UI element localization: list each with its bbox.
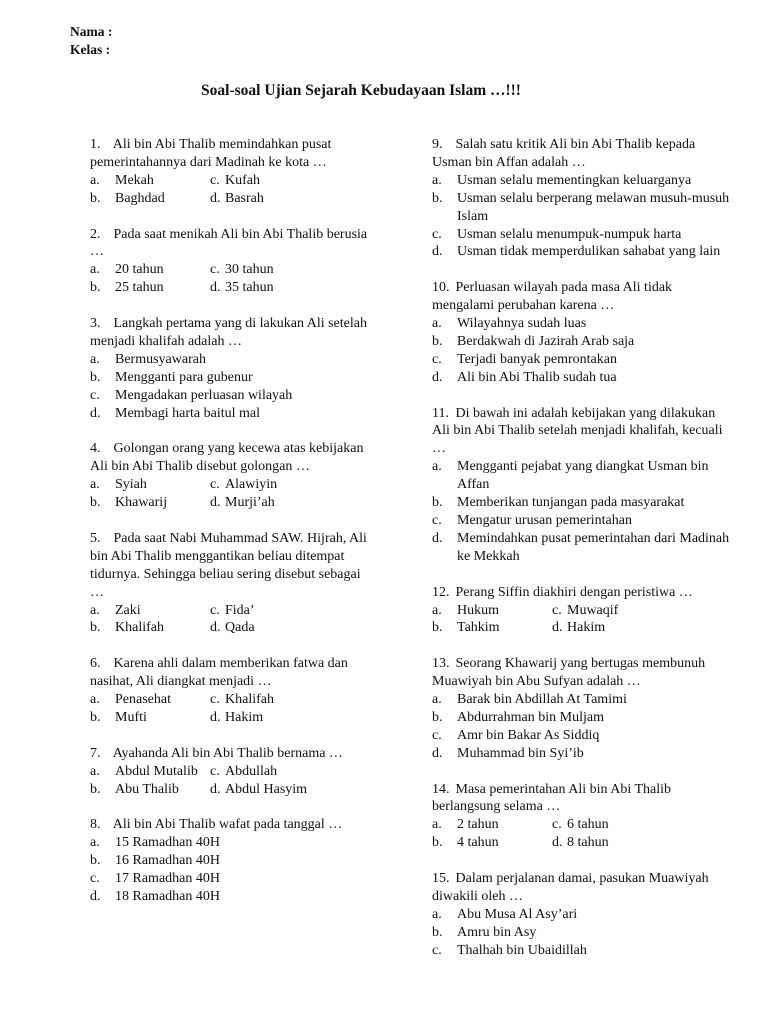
question: [432, 279, 732, 386]
answer-option: [90, 834, 375, 852]
question-body: Salah satu kritik Ali bin Abi Thalib kepada Usman bin Affan adalah …: [432, 137, 696, 170]
option-letter: a.: [90, 835, 100, 851]
option-text: Fida’: [225, 602, 255, 618]
option-text: Hakim: [567, 620, 606, 636]
option-letter: b.: [90, 369, 101, 385]
answer-option: [90, 691, 210, 709]
option-text: 35 tahun: [225, 280, 274, 296]
option-text: Murji’ah: [225, 495, 275, 511]
option-row: [90, 709, 375, 727]
option-letter: a.: [90, 351, 100, 367]
question: [432, 136, 732, 261]
option-letter: c.: [432, 351, 442, 367]
option-letter: b.: [90, 620, 101, 636]
option-text: Muwaqif: [567, 602, 619, 618]
question-text: [432, 405, 732, 459]
option-letter: c.: [90, 871, 100, 887]
question-text: [90, 136, 375, 172]
answer-option: [432, 942, 732, 960]
option-letter: c.: [210, 477, 220, 493]
option-text: Penasehat: [115, 692, 171, 708]
option-text: Khalifah: [225, 692, 274, 708]
option-text: Terjadi banyak pemrontakan: [457, 351, 617, 367]
question-number: 4.: [90, 441, 101, 457]
option-letter: c.: [432, 942, 442, 958]
question-number: 12.: [432, 584, 450, 600]
option-letter: d.: [210, 781, 221, 797]
left-column: [90, 136, 375, 924]
answer-option: [552, 816, 672, 834]
option-letter: c.: [552, 817, 562, 833]
option-text: 6 tahun: [567, 817, 609, 833]
option-text: Tahkim: [457, 620, 500, 636]
answer-option: [210, 279, 330, 297]
option-letter: d.: [90, 405, 101, 421]
option-letter: c.: [432, 513, 442, 528]
question-number: 13.: [432, 656, 450, 672]
answer-option: [90, 261, 210, 279]
answer-option: [210, 781, 330, 799]
option-text: Kufah: [225, 172, 260, 188]
question: [90, 530, 375, 637]
option-letter: c.: [210, 692, 220, 708]
option-text: Amru bin Asy: [457, 924, 537, 940]
question-number: 14.: [432, 781, 450, 797]
question: [432, 405, 732, 566]
option-text: 20 tahun: [115, 262, 164, 278]
answer-option: [90, 351, 375, 369]
option-letter: b.: [90, 853, 101, 869]
option-text: Khalifah: [115, 620, 164, 636]
answer-option: [432, 190, 732, 226]
option-letter: b.: [432, 835, 443, 851]
answer-option: [90, 870, 375, 888]
answer-option: [552, 602, 672, 620]
question-number: 3.: [90, 316, 101, 332]
question-body: Pada saat menikah Ali bin Abi Thalib berusia …: [90, 226, 368, 260]
option-text: Abdul Mutalib: [115, 763, 198, 779]
answer-option: [90, 852, 375, 870]
question-body: Langkah pertama yang di lakukan Ali setelah menjadi khalifah adalah …: [90, 316, 367, 349]
question-body: Karena ahli dalam memberikan fatwa dan nasihat, Ali diangkat menjadi …: [90, 656, 348, 690]
option-text: Mengganti para gubenur: [115, 369, 253, 385]
option-letter: d.: [552, 620, 563, 636]
option-text: Usman tidak memperdulikan sahabat yang lain: [457, 244, 721, 260]
option-row: [90, 172, 375, 190]
question-number: 11.: [432, 405, 449, 421]
option-row: [90, 476, 375, 494]
option-letter: b.: [90, 190, 101, 206]
option-text: Barak bin Abdillah At Tamimi: [457, 692, 627, 708]
option-letter: d.: [90, 888, 101, 904]
option-letter: b.: [432, 620, 443, 636]
option-text: Baghdad: [115, 190, 165, 206]
answer-option: [432, 727, 732, 745]
option-row: [432, 816, 732, 834]
option-letter: d.: [210, 620, 221, 636]
answer-option: [90, 172, 210, 190]
option-letter: d.: [432, 369, 443, 385]
question-body: Ayahanda Ali bin Abi Thalib bernama …: [112, 745, 343, 761]
answer-option: [90, 387, 375, 405]
question-number: 5.: [90, 530, 101, 546]
answer-option: [210, 602, 330, 620]
question-text: [432, 655, 732, 691]
option-row: [90, 279, 375, 297]
answer-option: [432, 602, 552, 620]
option-letter: c.: [210, 602, 220, 618]
question: [432, 781, 732, 853]
option-letter: d.: [552, 835, 563, 851]
option-letter: c.: [210, 763, 220, 779]
option-text: Hukum: [457, 602, 499, 618]
answer-option: [432, 369, 732, 387]
question: [90, 226, 375, 298]
question-body: Perluasan wilayah pada masa Ali tidak mengalami perubahan karena …: [432, 280, 673, 314]
option-text: Abdullah: [225, 763, 278, 779]
option-text: 2 tahun: [457, 817, 499, 833]
answer-option: [210, 476, 330, 494]
option-text: Mengatur urusan pemerintahan: [457, 513, 632, 528]
answer-option: [432, 226, 732, 244]
option-text: Membagi harta baitul mal: [115, 405, 261, 421]
option-row: [90, 619, 375, 637]
answer-option: [210, 494, 330, 512]
option-letter: b.: [90, 781, 101, 797]
option-letter: d.: [432, 745, 443, 761]
answer-option: [210, 172, 330, 190]
answer-option: [432, 530, 732, 566]
question-text: [90, 655, 375, 691]
answer-option: [432, 351, 732, 369]
question: [90, 136, 375, 208]
option-letter: b.: [432, 709, 443, 725]
answer-option: [432, 619, 552, 637]
question-number: 7.: [90, 745, 101, 761]
option-text: Mufti: [115, 709, 147, 725]
option-text: Thalhah bin Ubaidillah: [457, 942, 587, 958]
option-text: Usman selalu mementingkan keluarganya: [457, 172, 692, 188]
question-body: Seorang Khawarij yang bertugas membunuh Muawiyah bin Abu Sufyan adalah …: [432, 656, 706, 690]
nama-label: Nama :: [70, 24, 113, 39]
option-letter: d.: [210, 495, 221, 511]
question-body: Ali bin Abi Thalib wafat pada tanggal …: [112, 817, 343, 833]
option-letter: c.: [552, 602, 562, 618]
question: [90, 816, 375, 906]
option-row: [90, 691, 375, 709]
option-text: Mengganti pejabat yang diangkat Usman bin Affan: [457, 459, 709, 493]
answer-option: [432, 816, 552, 834]
option-text: Berdakwah di Jazirah Arab saja: [457, 333, 635, 349]
answer-option: [210, 709, 330, 727]
answer-option: [90, 619, 210, 637]
option-letter: b.: [432, 495, 443, 511]
option-letter: a.: [90, 763, 100, 779]
option-text: Zaki: [115, 602, 141, 618]
question-text: [432, 781, 732, 817]
question: [90, 745, 375, 799]
option-row: [90, 494, 375, 512]
option-letter: a.: [432, 817, 442, 833]
option-letter: a.: [90, 172, 100, 188]
question-number: 1.: [90, 137, 101, 152]
option-text: Mekah: [115, 172, 154, 188]
question-body: Di bawah ini adalah kebijakan yang dilakukan Ali bin Abi Thalib setelah menjadi khalifah, kecuali …: [432, 405, 723, 457]
option-row: [432, 619, 732, 637]
option-letter: c.: [210, 262, 220, 278]
answer-option: [552, 619, 672, 637]
answer-option: [432, 924, 732, 942]
question-number: 10.: [432, 280, 450, 296]
answer-option: [90, 494, 210, 512]
option-text: Qada: [225, 620, 255, 636]
question-body: Perang Siffin diakhiri dengan peristiwa …: [455, 584, 693, 600]
option-letter: b.: [90, 280, 101, 296]
question-text: [90, 530, 375, 602]
option-text: 17 Ramadhan 40H: [115, 871, 220, 887]
answer-option: [90, 476, 210, 494]
option-row: [90, 602, 375, 620]
question: [432, 584, 732, 638]
question-text: [432, 279, 732, 315]
option-text: Abdul Hasyim: [225, 781, 308, 797]
option-text: Usman selalu berperang melawan musuh-musuh Islam: [457, 190, 730, 224]
option-letter: a.: [432, 459, 442, 475]
option-text: Memberikan tunjangan pada masyarakat: [457, 495, 685, 511]
option-row: [90, 781, 375, 799]
answer-option: [90, 781, 210, 799]
answer-option: [90, 190, 210, 208]
option-text: Ali bin Abi Thalib sudah tua: [457, 369, 617, 385]
question-text: [90, 440, 375, 476]
option-text: Amr bin Bakar As Siddiq: [457, 727, 600, 743]
option-letter: d.: [210, 190, 221, 206]
answer-option: [432, 494, 732, 512]
document-title: [0, 82, 768, 100]
question-number: 2.: [90, 226, 101, 242]
question-number: 8.: [90, 817, 101, 833]
option-letter: a.: [432, 692, 442, 708]
question: [432, 655, 732, 762]
answer-option: [210, 619, 330, 637]
option-text: Mengadakan perluasan wilayah: [115, 387, 293, 403]
question-body: Dalam perjalanan damai, pasukan Muawiyah diwakili oleh …: [432, 871, 709, 904]
option-text: Bermusyawarah: [115, 351, 206, 367]
option-letter: b.: [432, 924, 443, 940]
answer-option: [432, 834, 552, 852]
option-letter: c.: [432, 727, 442, 743]
question-text: [90, 226, 375, 262]
option-row: [90, 261, 375, 279]
answer-option: [210, 691, 330, 709]
option-letter: a.: [432, 602, 442, 618]
option-text: Abu Thalib: [115, 781, 179, 797]
option-letter: d.: [432, 530, 443, 546]
option-row: [432, 602, 732, 620]
question-number: 9.: [432, 137, 443, 152]
answer-option: [90, 763, 210, 781]
option-letter: d.: [210, 709, 221, 725]
question-number: 15.: [432, 871, 450, 887]
option-letter: a.: [432, 906, 442, 922]
option-text: 30 tahun: [225, 262, 274, 278]
answer-option: [210, 763, 330, 781]
answer-option: [432, 691, 732, 709]
option-text: 15 Ramadhan 40H: [115, 835, 220, 851]
question: [90, 315, 375, 422]
question-text: [90, 315, 375, 351]
option-letter: a.: [90, 692, 100, 708]
option-text: Wilayahnya sudah luas: [457, 316, 587, 332]
question-text: [432, 584, 732, 602]
option-letter: a.: [90, 602, 100, 618]
option-row: [432, 834, 732, 852]
answer-option: [432, 906, 732, 924]
right-column: [432, 136, 732, 977]
option-text: Alawiyin: [225, 477, 278, 493]
answer-option: [90, 888, 375, 906]
option-letter: b.: [432, 333, 443, 349]
question-body: Ali bin Abi Thalib memindahkan pusat pemerintahannya dari Madinah ke kota …: [90, 137, 332, 170]
option-letter: b.: [432, 190, 443, 206]
question-body: Pada saat Nabi Muhammad SAW. Hijrah, Ali bin Abi Thalib menggantikan beliau ditempat tidurnya. Sehingga beliau sering disebut sebagai …: [90, 530, 367, 600]
option-letter: c.: [432, 226, 442, 242]
option-row: [90, 763, 375, 781]
option-text: 16 Ramadhan 40H: [115, 853, 220, 869]
option-text: Khawarij: [115, 495, 168, 511]
answer-option: [432, 315, 732, 333]
question-text: [432, 870, 732, 906]
option-letter: c.: [90, 387, 100, 403]
option-text: 4 tahun: [457, 835, 499, 851]
answer-option: [90, 279, 210, 297]
option-letter: b.: [90, 709, 101, 725]
option-text: 8 tahun: [567, 835, 609, 851]
answer-option: [210, 190, 330, 208]
option-text: Memindahkan pusat pemerintahan dari Madinah ke Mekkah: [457, 530, 730, 564]
question-text: [90, 816, 375, 834]
question: [90, 440, 375, 512]
option-letter: b.: [90, 495, 101, 511]
option-letter: a.: [90, 262, 100, 278]
answer-option: [432, 333, 732, 351]
answer-option: [90, 602, 210, 620]
kelas-label: Kelas :: [70, 42, 111, 57]
option-text: Hakim: [225, 709, 264, 725]
answer-option: [90, 709, 210, 727]
answer-option: [90, 369, 375, 387]
option-letter: c.: [210, 172, 220, 188]
answer-option: [432, 709, 732, 727]
option-letter: a.: [90, 477, 100, 493]
option-text: Abu Musa Al Asy’ari: [457, 906, 578, 922]
answer-option: [432, 172, 732, 190]
answer-option: [432, 243, 732, 261]
question: [432, 870, 732, 960]
question: [90, 655, 375, 727]
answer-option: [90, 405, 375, 423]
option-letter: a.: [432, 172, 442, 188]
question-body: Masa pemerintahan Ali bin Abi Thalib berlangsung selama …: [432, 781, 672, 815]
option-letter: d.: [210, 280, 221, 296]
option-text: 18 Ramadhan 40H: [115, 888, 220, 904]
option-text: Syiah: [115, 477, 147, 493]
option-row: [90, 190, 375, 208]
question-number: 6.: [90, 656, 101, 672]
title-text: Soal-soal Ujian Sejarah Kebudayaan Islam …!!!: [201, 82, 521, 99]
answer-option: [552, 834, 672, 852]
answer-option: [432, 512, 732, 530]
question-text: [90, 745, 375, 763]
option-letter: a.: [432, 316, 442, 332]
option-text: Usman selalu menumpuk-numpuk harta: [457, 226, 682, 242]
question-text: [432, 136, 732, 172]
answer-option: [210, 261, 330, 279]
option-text: Abdurrahman bin Muljam: [457, 709, 604, 725]
option-text: Muhammad bin Syi’ib: [457, 745, 584, 761]
answer-option: [432, 745, 732, 763]
option-text: 25 tahun: [115, 280, 164, 296]
question-body: Golongan orang yang kecewa atas kebijakan Ali bin Abi Thalib disebut golongan …: [90, 441, 364, 475]
option-text: Basrah: [225, 190, 264, 206]
answer-option: [432, 458, 732, 494]
option-letter: d.: [432, 244, 443, 260]
